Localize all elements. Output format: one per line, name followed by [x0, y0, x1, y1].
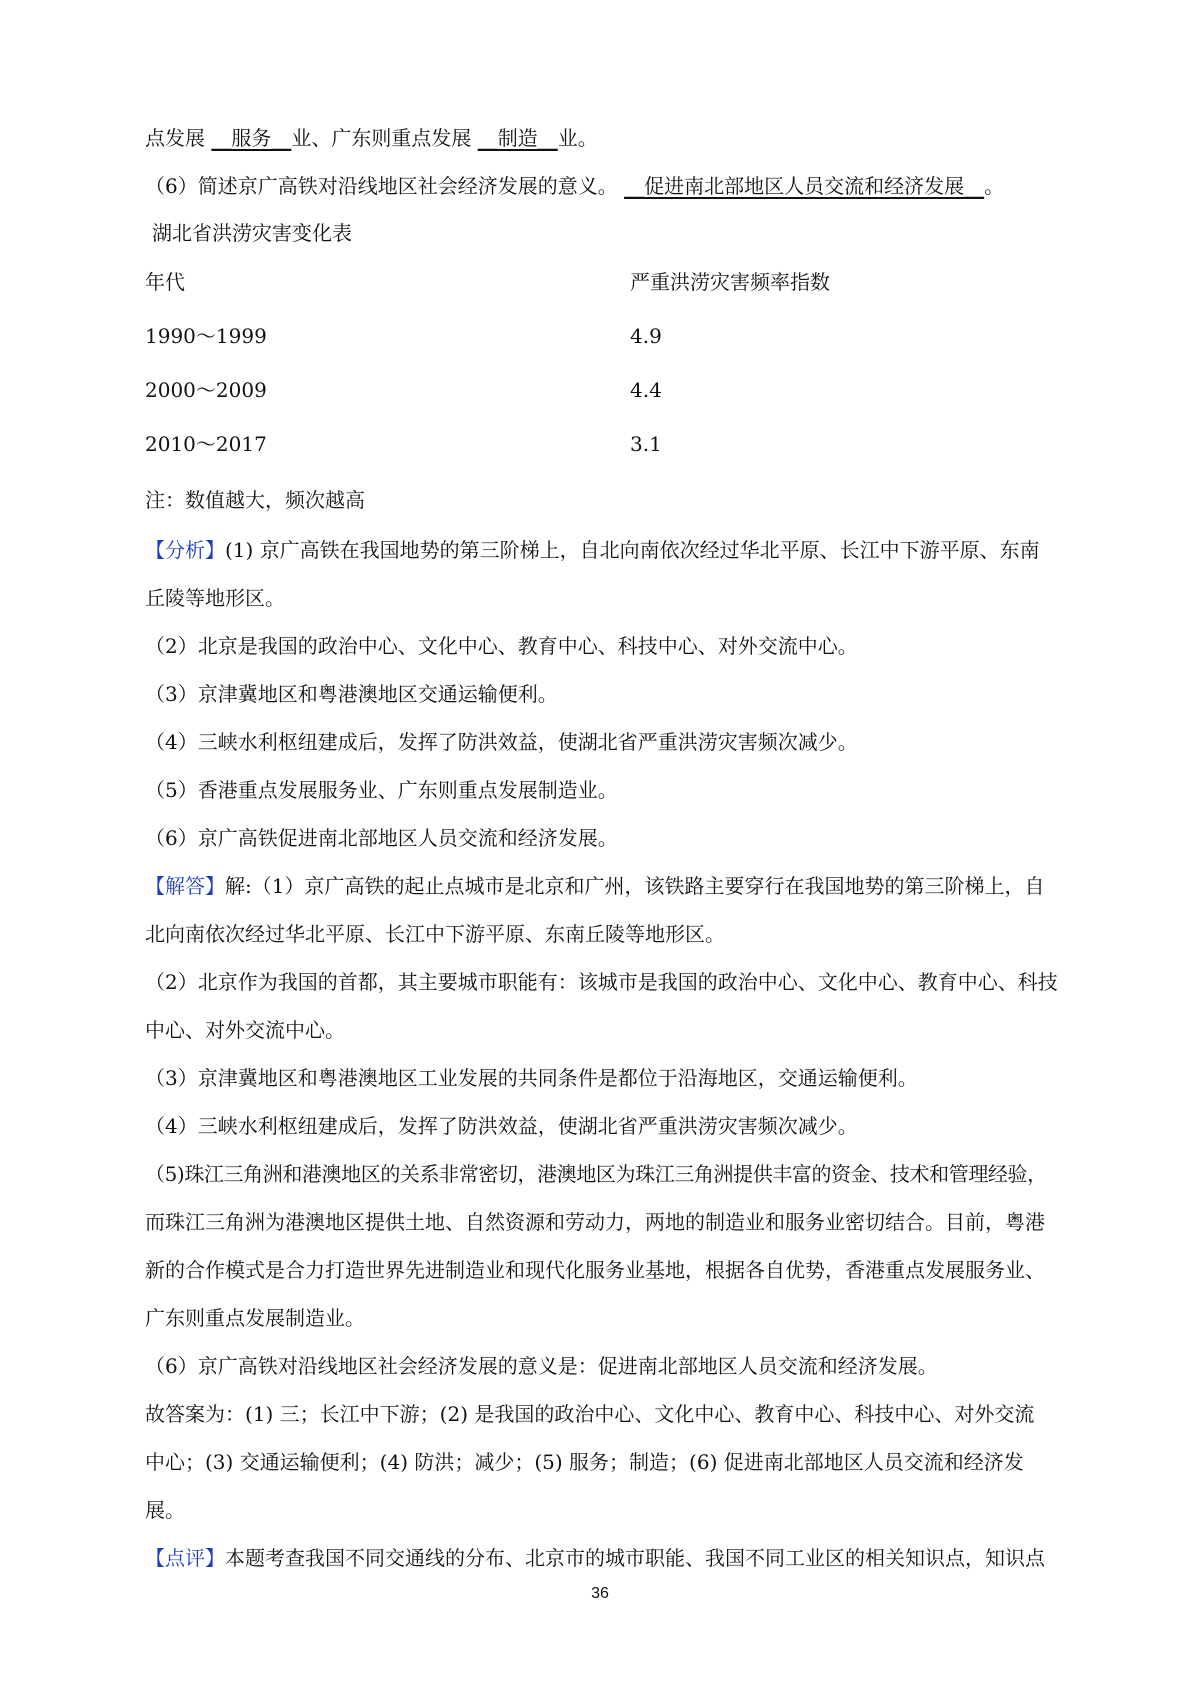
question-6-suffix: 。	[984, 174, 1005, 198]
analysis-tag: 【分析】	[145, 538, 225, 562]
analysis-line-2: 丘陵等地形区。	[145, 586, 285, 610]
comment-text: 本题考查我国不同交通线的分布、北京市的城市职能、我国不同工业区的相关知识点，知识点	[225, 1546, 1045, 1570]
analysis-line-1	[145, 536, 1040, 564]
table-title: 湖北省洪涝灾害变化表	[152, 221, 352, 245]
analysis-line-4: （3）京津冀地区和粤港澳地区交通运输便利。	[145, 682, 558, 706]
solution-line-5: （3）京津冀地区和粤港澳地区工业发展的共同条件是都位于沿海地区，交通运输便利。	[145, 1066, 918, 1090]
analysis-line-6: （5）香港重点发展服务业、广东则重点发展制造业。	[145, 778, 618, 802]
solution-line-8: 而珠江三角洲为港澳地区提供土地、自然资源和劳动力，两地的制造业和服务业密切结合。目前，粤港	[145, 1210, 1045, 1234]
solution-line-10: 广东则重点发展制造业。	[145, 1306, 365, 1330]
solution-line-11: （6）京广高铁对沿线地区社会经济发展的意义是：促进南北部地区人员交流和经济发展。	[145, 1354, 938, 1378]
table-note: 注：数值越大，频次越高	[145, 488, 365, 512]
solution-line-13: 中心；(3) 交通运输便利；(4) 防洪；减少；(5) 服务；制造；(6) 促进南北部地区人员交流和经济发	[145, 1450, 1024, 1474]
analysis-line-7: （6）京广高铁促进南北部地区人员交流和经济发展。	[145, 826, 618, 850]
solution-line-1	[145, 872, 1044, 900]
comment-tag: 【点评】	[145, 1546, 225, 1570]
answer-blank-significance: __促进南北部地区人员交流和经济发展__	[624, 174, 985, 198]
question-6-text: （6）简述京广高铁对沿线地区社会经济发展的意义。	[145, 174, 625, 198]
solution-line-4: 中心、对外交流中心。	[145, 1018, 345, 1042]
analysis-text: (1) 京广高铁在我国地势的第三阶梯上，自北向南依次经过华北平原、长江中下游平原、东南	[225, 538, 1040, 562]
table-cell-era-3: 2010～2017	[145, 432, 267, 456]
solution-line-14: 展。	[145, 1498, 185, 1522]
table-cell-index-3: 3.1	[630, 432, 662, 456]
page-number: 36	[591, 1585, 609, 1602]
answer-prefix: 点发展	[145, 126, 212, 150]
comment-line	[145, 1544, 1045, 1572]
table-cell-index-2: 4.4	[630, 378, 662, 402]
solution-line-2: 北向南依次经过华北平原、长江中下游平原、东南丘陵等地形区。	[145, 922, 725, 946]
solution-line-6: （4）三峡水利枢纽建成后，发挥了防洪效益，使湖北省严重洪涝灾害频次减少。	[145, 1114, 858, 1138]
answer-line-5	[145, 124, 598, 152]
solution-line-12: 故答案为：(1) 三；长江中下游；(2) 是我国的政治中心、文化中心、教育中心、科技中心、对外交流	[145, 1402, 1035, 1426]
table-cell-index-1: 4.9	[630, 324, 662, 348]
solution-line-9: 新的合作模式是合力打造世界先进制造业和现代化服务业基地，根据各自优势，香港重点发展服务业、	[145, 1258, 1045, 1282]
answer-middle: 业、广东则重点发展	[291, 126, 478, 150]
analysis-line-5: （4）三峡水利枢纽建成后，发挥了防洪效益，使湖北省严重洪涝灾害频次减少。	[145, 730, 858, 754]
table-cell-era-1: 1990～1999	[145, 324, 267, 348]
answer-blank-manufacturing: __制造__	[477, 126, 558, 150]
solution-text: 解:（1）京广高铁的起止点城市是北京和广州，该铁路主要穿行在我国地势的第三阶梯上，自	[225, 874, 1045, 898]
table-cell-era-2: 2000～2009	[145, 378, 267, 402]
answer-blank-service: __服务__	[211, 126, 292, 150]
table-header-era: 年代	[145, 270, 185, 294]
solution-line-7: （5)珠江三角洲和港澳地区的关系非常密切，港澳地区为珠江三角洲提供丰富的资金、技术和管理经验，	[145, 1162, 1047, 1186]
analysis-line-3: （2）北京是我国的政治中心、文化中心、教育中心、科技中心、对外交流中心。	[145, 634, 858, 658]
table-header-index: 严重洪涝灾害频率指数	[630, 270, 830, 294]
solution-line-3: （2）北京作为我国的首都，其主要城市职能有：该城市是我国的政治中心、文化中心、教育中心、科技	[145, 970, 1058, 994]
answer-suffix: 业。	[557, 126, 598, 150]
answer-line-6	[145, 172, 1004, 200]
solution-tag: 【解答】	[145, 874, 225, 898]
